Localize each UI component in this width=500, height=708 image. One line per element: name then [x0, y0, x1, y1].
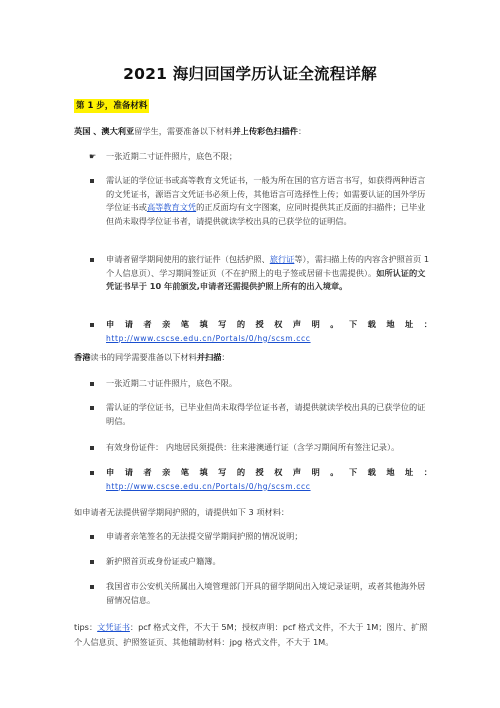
label-char: ： — [423, 467, 432, 477]
label-char: 亲 — [162, 467, 171, 477]
label-char: 下 — [348, 319, 358, 329]
travel-document-link[interactable]: 旅行证 — [269, 254, 295, 264]
uk-intro — [74, 124, 430, 138]
hk-intro-text: 读书的同学需要准备以下材料 — [90, 352, 197, 362]
tips-text: ：pcf 格式文件，不大于 5M；授权声明：pcf 格式文件，不大于 1M；图片、扩照个人信息页、护照签证页、其他辅助材料：jpg 格式文件，不大于 1M。 — [74, 622, 428, 647]
label-char: 下 — [348, 467, 358, 477]
bullet-icon — [90, 382, 94, 386]
label-char: 写 — [218, 467, 227, 477]
list-item-text: 一张近期二寸证件照片，底色不限。 — [106, 378, 238, 388]
bullet-icon: ☛ — [89, 152, 97, 161]
hk-intro-region: 香港 — [74, 352, 91, 362]
label-char: 载 — [367, 319, 376, 329]
label-char: 申 — [106, 467, 115, 477]
label-char: 声 — [292, 319, 302, 329]
list-item — [90, 253, 432, 294]
label-char: 笔 — [180, 467, 189, 477]
list-item-text: 有效身份证件： 内地居民须提供：往来港澳通行证（含学习期间所有签注记录）。 — [106, 442, 400, 452]
label-char: ： — [423, 319, 432, 329]
bullet-icon — [90, 258, 94, 262]
tips-label: tips： — [74, 622, 98, 632]
list-item-text: 需认证的学位证书，已毕业但尚未取得学位证书者，请提供就读学校出具的已获学位的证明信。 — [106, 402, 426, 426]
label-char: 者 — [143, 319, 152, 329]
label-char: 。 — [330, 319, 339, 329]
label-char: 填 — [199, 319, 208, 329]
list-item-text: 申请者亲笔签名的无法提交留学期间护照的情况说明； — [106, 531, 303, 541]
label-char: 授 — [255, 467, 264, 477]
list-item — [90, 318, 432, 345]
label-char: 址 — [405, 467, 414, 477]
bullet-icon — [90, 560, 94, 564]
list-item — [90, 150, 432, 164]
label-char: 声 — [292, 467, 302, 477]
hk-intro — [74, 350, 430, 364]
bullet-icon — [90, 585, 94, 589]
authorization-download-link[interactable]: http://www.cscse.edu.cn/Portals/0/hg/scsm.ccc — [106, 333, 311, 343]
list-item-text: 一张近期二寸证件照片，底色不限； — [106, 151, 238, 161]
page-title: 2021 海归回国学历认证全流程详解 — [123, 65, 377, 83]
list-item-text-part: 申请者留学期间使用的旅行证件（包括护照、 — [106, 254, 270, 264]
uk-intro-countries: 英国 、澳大利亚 — [74, 126, 135, 136]
list-item — [90, 580, 432, 607]
label-char: 笔 — [180, 319, 189, 329]
label-char: 。 — [330, 467, 339, 477]
uk-intro-text: 留学生，需要准备以下材料 — [134, 126, 233, 136]
uk-intro-colon: ： — [297, 126, 307, 136]
uk-intro-emphasis: 并上传彩色扫描件 — [232, 126, 298, 136]
authorization-download-label — [106, 466, 432, 480]
list-item-text — [106, 253, 432, 294]
bullet-icon — [90, 535, 94, 539]
diploma-format-link[interactable]: 文凭证书 — [97, 622, 130, 632]
label-char: 权 — [274, 319, 283, 329]
label-char: 授 — [255, 319, 264, 329]
list-item — [90, 441, 432, 455]
list-item — [90, 401, 432, 428]
bullet-icon — [90, 179, 94, 183]
list-item — [90, 377, 432, 391]
list-item — [90, 174, 432, 228]
label-char: 请 — [124, 467, 133, 477]
label-char: 写 — [218, 319, 227, 329]
bullet-icon — [90, 471, 94, 475]
authorization-download-link[interactable]: http://www.cscse.edu.cn/Portals/0/hg/scsm.ccc — [106, 481, 311, 491]
list-item — [90, 466, 432, 493]
list-item-text: 新护照首页或身份证或户籍簿。 — [106, 556, 221, 566]
diploma-link[interactable]: 高等教育文凭 — [146, 202, 197, 213]
label-char: 地 — [386, 467, 395, 477]
bullet-icon — [90, 446, 94, 450]
label-char: 者 — [143, 467, 152, 477]
hk-intro-colon: ： — [221, 352, 230, 362]
label-char: 明 — [311, 467, 320, 477]
list-item-emphasis: 如所认证的文凭证书早于 10 年前颁发,申请者还需提供护照上所有的出入境章。 — [106, 267, 426, 292]
label-char: 填 — [199, 467, 208, 477]
list-item-text: 我国省市公安机关所属出入境管理部门开具的留学期间出入境记录证明，或者其他海外居留情况信息。 — [106, 581, 426, 605]
list-item-text — [106, 174, 432, 228]
authorization-download-label — [106, 318, 432, 332]
list-item — [90, 530, 432, 544]
list-item-text-part: 需认证的学位证书或高等教育文凭证书，一般为所在国的官方语言书写，如获得两种语言的文凭证书，源语言文凭证书必须上传，其他语言可选择性上传；如需要认证的国外学历学位证书或 — [106, 175, 426, 213]
label-char: 址 — [405, 319, 414, 329]
label-char: 亲 — [162, 319, 171, 329]
label-char: 地 — [386, 319, 395, 329]
no-passport-intro: 如申请者无法提供留学期间护照的，请提供如下 3 项材料： — [74, 507, 290, 517]
label-char: 请 — [124, 319, 133, 329]
step-heading: 第 1 步，准备材料 — [76, 101, 148, 111]
hk-intro-emphasis: 并扫描 — [196, 352, 222, 362]
label-char: 明 — [311, 319, 320, 329]
bullet-icon — [90, 406, 94, 410]
list-item — [90, 555, 432, 569]
label-char: 的 — [236, 467, 246, 477]
label-char: 申 — [106, 319, 115, 329]
bullet-icon — [90, 323, 94, 327]
tips-note — [74, 620, 434, 650]
list-item-text-part: 等），需扫描上传的内容含护照首页 1 个人信息页）、学习期间签证页（不在护照上的电子签或居留卡也需提供）。 — [106, 254, 430, 278]
label-char: 权 — [274, 467, 283, 477]
label-char: 载 — [367, 467, 376, 477]
list-item-text-part: 的正反面均有文字图案，应同时提供其正反面的扫描件；已毕业但尚未取得学位证书者，请提供就读学校出具的已获学位的证明信。 — [106, 202, 426, 226]
label-char: 的 — [236, 319, 246, 329]
